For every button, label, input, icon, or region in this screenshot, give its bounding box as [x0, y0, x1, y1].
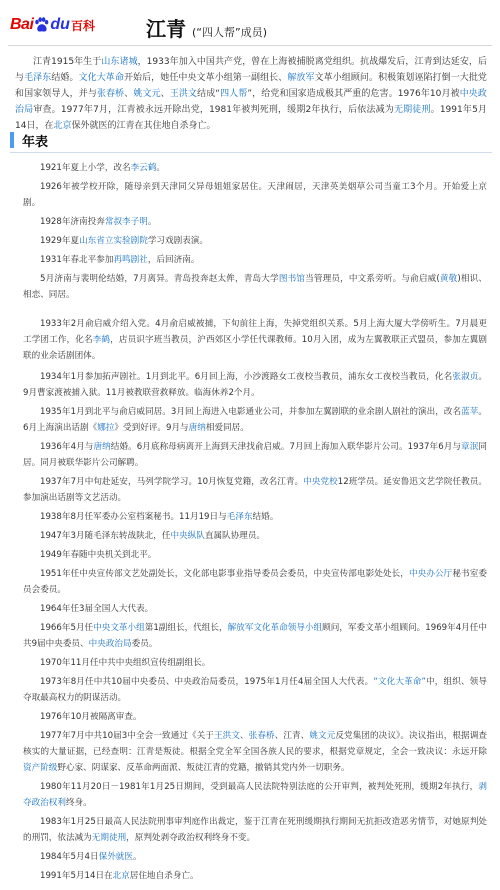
text-run: 5月济南与裴明伦结婚，7月离异。青岛投奔赵太侔，青岛大学 [40, 274, 279, 284]
text-run: 1934年1月参加拓声剧社。1月到北平。6月回上海，小沙渡路女工夜校当教员，浦东女工夜校当教员，化名 [40, 372, 453, 382]
inline-link[interactable]: 图书馆 [278, 274, 306, 284]
inline-link[interactable]: 山东 [101, 57, 120, 67]
section-header [10, 129, 492, 151]
text-run: ，1933年加入中国共产党，曾在上海被捕脱离党组织。抗战爆发后，江青到达延安，后与 [15, 57, 487, 83]
timeline-entry [23, 674, 487, 706]
timeline-entry [23, 474, 487, 506]
text-run: 1931年春北平参加 [40, 255, 114, 265]
timeline-entry [23, 439, 487, 471]
timeline-entry [23, 620, 487, 652]
text-run: 1933年2月俞启威介绍入党。4月俞启威被捕，下旬前往上海，失掉党组织关系。5月上海大厦大学傍听生。7月晨更工学团工作，化名 [23, 319, 487, 345]
text-run: ”，给党和国家造成极其严重的危害。1976年10月被 [247, 89, 460, 99]
text-run: 1964年任3届全国人大代表。 [40, 604, 154, 614]
text-run: 。 [147, 217, 157, 227]
header-divider [8, 45, 492, 46]
text-run: 反党集团的决议》。决议指出，根据调查核实的大量证据，已经查明：江青是叛徒。根据全党全军全国各族人民的要求，根据党章规定，全会一致决议：永远开除 [23, 731, 487, 757]
timeline-entry [23, 404, 487, 436]
text-run: ，后回济南。 [147, 255, 200, 265]
inline-link[interactable]: 娜拉 [97, 423, 115, 433]
inline-link[interactable]: 常叔李子明 [104, 217, 148, 227]
inline-link[interactable]: 张春桥 [248, 731, 275, 741]
text-run: 1970年11月任中共中央组织宣传组副组长。 [40, 658, 211, 668]
text-run: 。1991年5月14日，在 [15, 105, 487, 131]
inline-link[interactable]: 山东省立实验剧院 [79, 236, 148, 246]
timeline-entry [23, 849, 487, 865]
inline-link[interactable]: 毛泽东 [226, 512, 253, 522]
paw-icon [34, 17, 49, 33]
timeline-entry [23, 271, 487, 303]
inline-link[interactable]: 诸城 [119, 57, 138, 67]
text-run: 、 [160, 89, 170, 99]
text-run: 结婚。 [252, 512, 279, 522]
inline-link[interactable]: 李云鹤 [130, 163, 157, 173]
inline-link[interactable]: 张春桥 [96, 89, 125, 99]
text-run: 顾问，军委文革小组顾问。1969年4月任中共9届中央委员、 [23, 623, 487, 649]
inline-link[interactable]: 姚文元 [309, 731, 336, 741]
inline-link[interactable]: 四人帮 [219, 89, 248, 99]
text-run: 居住地自杀身亡。 [129, 871, 199, 881]
text-run: 1926年被学校开除，随母亲到天津同父异母姐姐家居住。天津闹居，天津英美烟草公司当童工3个月。开始爱上京剧。 [23, 182, 487, 208]
text-run: 相爱同居。 [205, 423, 249, 433]
inline-link[interactable]: 王洪文 [214, 731, 241, 741]
inline-link[interactable]: 中央纵队 [170, 531, 205, 541]
text-run: 、 [240, 731, 249, 741]
timeline-entry [23, 709, 487, 725]
text-run: )相识、相恋、同居。 [23, 274, 487, 300]
inline-link[interactable]: 王洪文 [169, 89, 198, 99]
inline-link[interactable]: 保外就医 [98, 852, 133, 862]
text-run: 、江青、 [274, 731, 310, 741]
inline-link[interactable]: 中央政治局 [15, 89, 487, 115]
text-run: 秘书室委员会委员。 [23, 569, 487, 595]
timeline-entry [23, 566, 487, 598]
text-run: 1947年3月随毛泽东转战陕北，任 [40, 531, 171, 541]
timeline-entry [23, 601, 487, 617]
text-run: 1951年任中央宣传部文艺处副处长，文化部电影事业指导委员会委员，中央宣传部电影处处长， [40, 569, 409, 579]
text-run: 开始后，她任中央文革小组第一副组长、 [123, 73, 288, 83]
baidu-baike-logo[interactable] [10, 11, 95, 39]
inline-link[interactable]: 张淑贞 [452, 372, 479, 382]
text-run: 1977年7月中共10届3中全会一致通过《关于 [40, 731, 215, 741]
text-run: 1973年8月任中共10届中央委员、中央政治局委员，1975年1月任4届全国人大代表。 [40, 677, 374, 687]
inline-link[interactable]: 中央文革小组 [93, 623, 145, 633]
timeline-entry [23, 160, 487, 176]
text-run: 审查。1977年7月，江青被永远开除出党，1981年被判死刑，缓期2年执行，后依法减为 [33, 105, 394, 115]
inline-link[interactable]: 黄敬 [439, 274, 458, 284]
text-run: 1976年10月被隔离审查。 [40, 712, 142, 722]
timeline-entry [23, 214, 487, 230]
timeline-entry [23, 868, 487, 884]
section-title: 年表 [22, 135, 49, 150]
inline-link[interactable]: 无期徒刑 [91, 833, 127, 843]
inline-link[interactable]: 姚文元 [133, 89, 161, 99]
inline-link[interactable]: “文化大革命” [373, 677, 426, 687]
text-run: 》受到好评。9月与 [114, 423, 189, 433]
text-run: 1936年4月与 [40, 442, 94, 452]
text-run: 1983年1月25日最高人民法院刑事审判庭作出裁定，鉴于江青在死刑缓期执行期间无抗拒改造恶劣情节，对她原判处的刑罚，依法减为 [23, 817, 487, 843]
timeline-entry [23, 655, 487, 671]
page-title: 江青 [146, 17, 186, 41]
text-run: ，店员识字班当教员，沪西郊区小学任代课教师。10月入团，成为左翼教联正式盟员，参加左翼剧联的业余话剧团体。 [23, 335, 487, 361]
inline-link[interactable]: 北京 [112, 871, 130, 881]
text-run: 1980年11月20日－1981年1月25日期间，受到最高人民法院特别法庭的公开审判，被判处死刑，缓期2年执行， [40, 782, 479, 792]
inline-link[interactable]: 剥夺政治权利 [23, 782, 487, 808]
text-run: 1938年8月任军委办公室档案秘书。11月19日与 [40, 512, 227, 522]
text-run: 1929年夏 [40, 236, 80, 246]
inline-link[interactable]: 北京 [53, 121, 72, 131]
timeline-entry [23, 369, 487, 401]
text-run: 终身。 [65, 798, 92, 808]
inline-link[interactable]: 解放军 [287, 73, 315, 83]
text-run: 江青1915年生于 [33, 57, 102, 67]
inline-link[interactable]: 再鸣剧社 [113, 255, 148, 265]
text-run: 野心家、阴谋家、反革命两面派、叛徒江青的党籍，撤销其党内外一切职务。 [57, 763, 350, 773]
timeline-entry [23, 252, 487, 268]
text-run: 1935年1月到北平与俞启威同居。3月回上海进入电影通业公司，并参加左翼剧联的业余剧人剧社的演出，改名 [40, 407, 462, 417]
inline-link[interactable]: 资产阶级 [23, 763, 58, 773]
text-run: ，原判处剥夺政治权利终身不变。 [126, 833, 256, 843]
timeline-entry [23, 779, 487, 811]
inline-link[interactable]: 毛泽东 [24, 73, 52, 83]
text-run: 文革小组顾问。积极策划诬陷打倒一大批党和国家领导人，并与 [15, 73, 487, 99]
text-run: 第1副组长，代组长， [144, 623, 228, 633]
text-run: 结成“ [197, 89, 220, 99]
entry-title-row [146, 13, 267, 39]
text-run: 。 [156, 163, 166, 173]
timeline-entry [23, 814, 487, 846]
text-run: 1921年夏上小学，改名 [40, 163, 131, 173]
section-bar-accent [10, 132, 14, 148]
timeline-entry [23, 728, 487, 776]
inline-link[interactable]: 解放军文化革命领导小组 [227, 623, 323, 633]
logo-bai-text: Bai [10, 16, 34, 33]
text-run: 1991年5月14日在 [40, 871, 113, 881]
text-run: 1966年5月任 [40, 623, 94, 633]
text-run: 1949年春随中央机关到北平。 [40, 550, 157, 560]
timeline-entry [23, 509, 487, 525]
text-run: 。6月上海演出话剧《 [23, 407, 487, 433]
text-run: 。 [132, 852, 142, 862]
text-run: 中，组织、领导夺取最高权力的阴谋活动。 [23, 677, 487, 703]
text-run: 12班学员。延安鲁迅文艺学院任教员。参加演出话剧等文艺活动。 [23, 477, 487, 503]
inline-link[interactable]: 唐纳 [188, 423, 206, 433]
inline-link[interactable]: 中央政治局 [88, 639, 132, 649]
text-run: 结婚。6月底称母病离开上海到天津找俞启威。7月回上海加入联华影片公司。1937年6月与 [110, 442, 462, 452]
inline-link[interactable]: 唐纳 [93, 442, 111, 452]
timeline-entry [23, 547, 487, 563]
logo-du-text: du [50, 16, 70, 33]
inline-link[interactable]: 李鹤 [92, 335, 111, 345]
text-run: 。9月曹家渡被捕入狱。11月被教联营救释放。临海休养2个月。 [23, 372, 487, 398]
inline-link[interactable]: 章泯 [461, 442, 479, 452]
text-run: 、 [124, 89, 134, 99]
text-run: 当管理员，中文系旁听。与俞启威( [305, 274, 440, 284]
timeline-entry [23, 528, 487, 544]
text-run: 1984年5月4日 [40, 852, 99, 862]
text-run: 学习戏剧表演。 [147, 236, 208, 246]
inline-link[interactable]: 蓝苹 [461, 407, 479, 417]
intro-paragraph [15, 54, 487, 134]
inline-link[interactable]: 中央党校 [303, 477, 338, 487]
text-run: 保外就医的江青在其住地自杀身亡。 [71, 121, 216, 131]
timeline-entry [23, 179, 487, 211]
timeline-list [23, 150, 487, 884]
inline-link[interactable]: 中央办公厅 [408, 569, 453, 579]
timeline-entry [23, 316, 487, 364]
logo-baike-text: 百科 [70, 18, 95, 33]
inline-link[interactable]: 文化大革命 [78, 73, 124, 83]
text-run: 直属队协理员。 [204, 531, 266, 541]
timeline-entry [23, 233, 487, 249]
text-run: 1937年7月中旬赴延安，马列学院学习。10月恢复党籍，改名江青。 [40, 477, 304, 487]
inline-link[interactable]: 无期徒刑 [393, 105, 431, 115]
text-run: 1928年济南投奔 [40, 217, 105, 227]
text-run: 同居。同月被联华影片公司解聘。 [23, 442, 487, 468]
page-subtitle: (“四人帮”成员) [192, 26, 267, 39]
text-run: 结婚。 [51, 73, 79, 83]
text-run: 委员。 [131, 639, 158, 649]
